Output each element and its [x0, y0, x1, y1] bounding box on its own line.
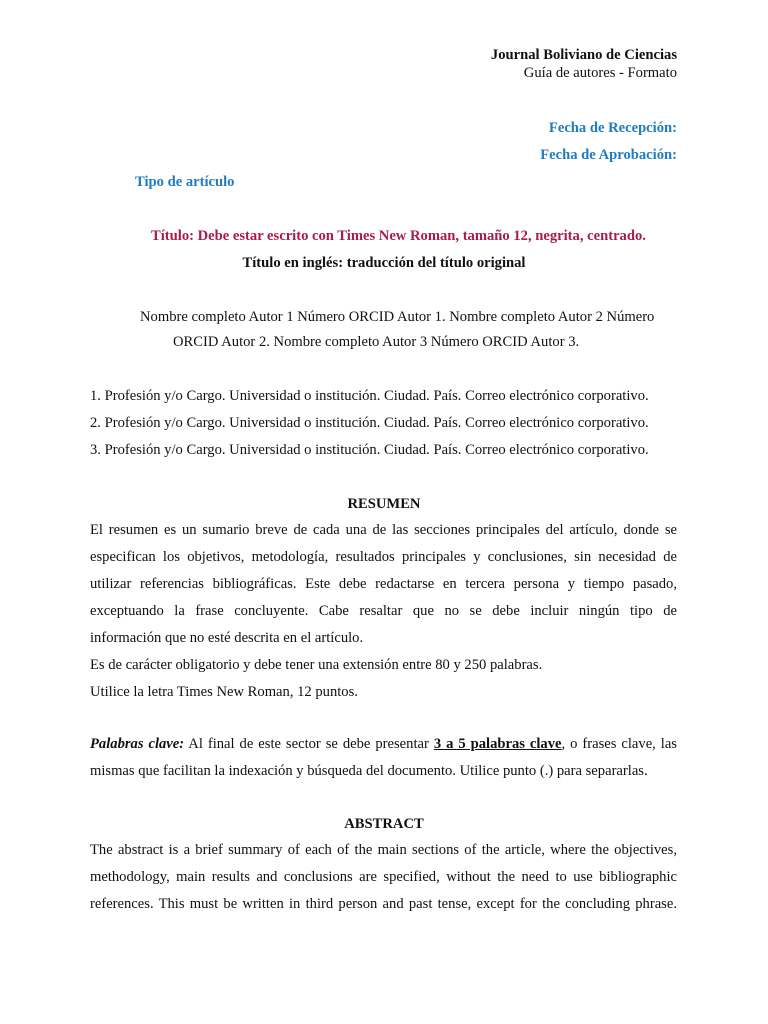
reception-date-label: Fecha de Recepción:: [548, 120, 677, 136]
authors-line-1: Nombre completo Autor 1 Número ORCID Autor 1. Nombre completo Autor 2 Número: [140, 309, 655, 325]
affiliation-1: 1. Profesión y/o Cargo. Universidad o institución. Ciudad. País. Correo electrónico corporativo.: [90, 388, 649, 404]
keywords-label: Palabras clave:: [90, 736, 185, 752]
abstract-line: methodology, main results and conclusions are specified, without the need to use bibliographic: [90, 869, 677, 885]
keywords-line-2: mismas que facilitan la indexación y búsqueda del documento. Utilice punto (.) para separarlas.: [90, 763, 648, 779]
authors-line-2: ORCID Autor 2. Nombre completo Autor 3 Número ORCID Autor 3.: [173, 334, 580, 350]
resumen-line: exceptuando la frase concluyente. Cabe resaltar que no se debe incluir ningún tipo de: [90, 603, 677, 619]
abstract-heading: ABSTRACT: [344, 816, 424, 832]
journal-name: Journal Boliviano de Ciencias: [490, 47, 677, 63]
resumen-line: El resumen es un sumario breve de cada una de las secciones principales del artículo, donde se: [90, 522, 677, 538]
resumen-line: Utilice la letra Times New Roman, 12 puntos.: [90, 684, 358, 700]
keywords-line-1: [90, 731, 677, 758]
resumen-body: [90, 517, 677, 706]
abstract-body: [90, 837, 677, 918]
resumen-line: información que no esté descrita en el artículo.: [90, 630, 364, 646]
affiliation-2: 2. Profesión y/o Cargo. Universidad o institución. Ciudad. País. Correo electrónico corporativo.: [90, 415, 649, 431]
approval-date-label: Fecha de Aprobación:: [540, 147, 677, 163]
abstract-line: references. This must be written in third person and past tense, except for the concluding phrase.: [90, 896, 677, 912]
resumen-line: Es de carácter obligatorio y debe tener una extensión entre 80 y 250 palabras.: [90, 657, 543, 673]
resumen-heading: RESUMEN: [347, 496, 421, 512]
keywords-text-after: , o frases clave, las: [561, 736, 677, 752]
affiliation-3: 3. Profesión y/o Cargo. Universidad o institución. Ciudad. País. Correo electrónico corporativo.: [90, 442, 649, 458]
resumen-line: utilizar referencias bibliográficas. Este debe redactarse en tercera persona y tiempo pasado,: [90, 576, 677, 592]
abstract-line: The abstract is a brief summary of each of the main sections of the article, where the objectives,: [90, 842, 677, 858]
article-title-english: Título en inglés: traducción del título original: [242, 255, 526, 271]
article-type-label: Tipo de artículo: [135, 174, 235, 190]
keywords-paragraph: [90, 731, 677, 785]
resumen-line: especifican los objetivos, metodología, resultados principales y conclusiones, sin necesidad de: [90, 549, 677, 565]
keywords-emphasis: 3 a 5 palabras clave: [433, 736, 562, 752]
article-title: Título: Debe estar escrito con Times New Roman, tamaño 12, negrita, centrado.: [151, 228, 646, 244]
journal-subtitle: Guía de autores - Formato: [523, 65, 677, 81]
keywords-text-before: Al final de este sector se debe presentar: [184, 736, 434, 752]
